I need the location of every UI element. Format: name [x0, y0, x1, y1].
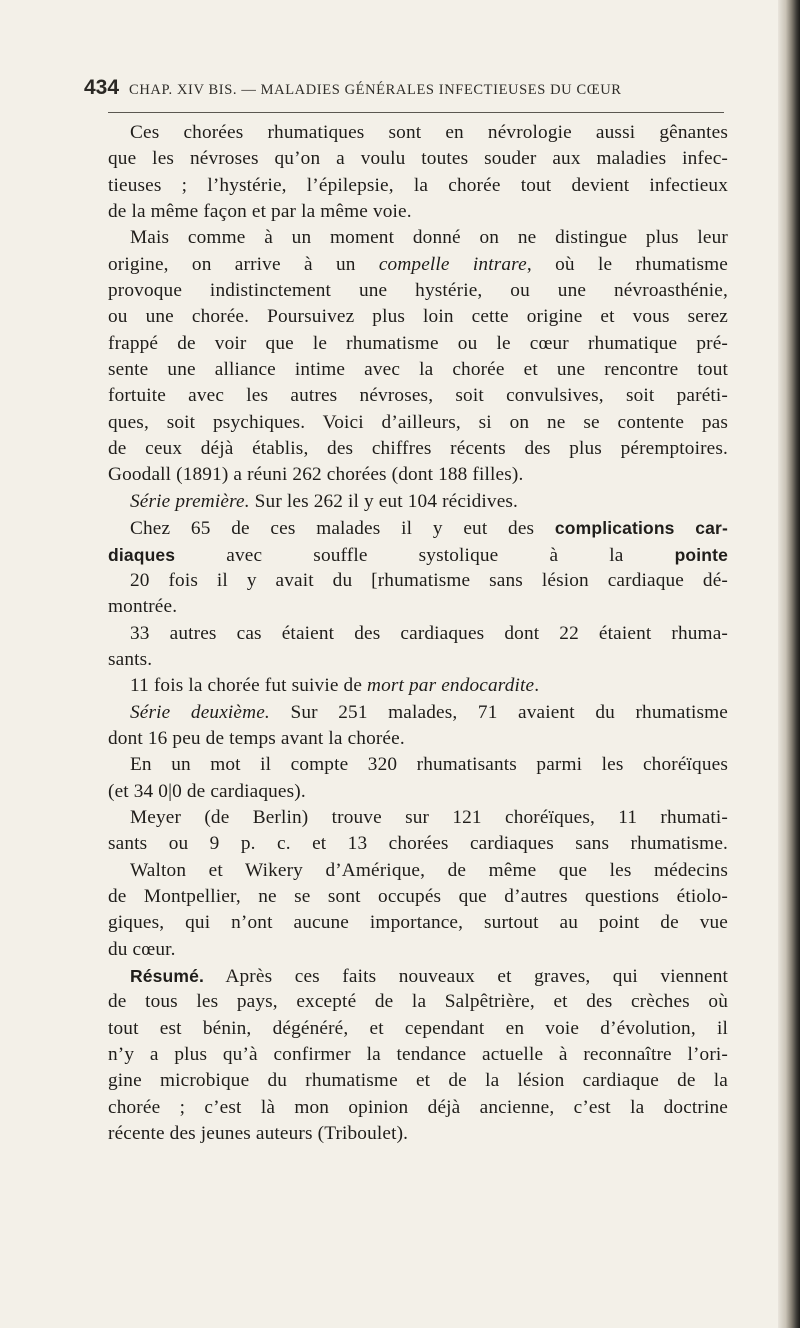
text-run: avec souffle systolique à la — [175, 544, 675, 566]
text-line: Goodall (1891) a réuni 262 chorées (dont 188 filles). — [108, 464, 524, 486]
italic-run: Série deuxième. — [130, 701, 270, 723]
bold-run: Résumé. — [130, 966, 204, 986]
bold-run: complications car- — [554, 518, 728, 539]
text-run: Chez 65 de ces malades il y eut des — [130, 518, 555, 540]
bold-run: pointe — [674, 544, 728, 565]
text-line — [108, 489, 728, 515]
page-binding-edge — [778, 0, 800, 1328]
text-line — [108, 542, 728, 568]
text-line: tout est bénin, dégénéré, et cependant en voie d’évolution, il — [108, 1017, 728, 1039]
text-line: dont 16 peu de temps avant la chorée. — [108, 727, 405, 749]
text-line — [108, 515, 728, 541]
italic-run: mort par endocardite — [367, 675, 535, 697]
text-line — [108, 252, 728, 278]
text-line: n’y a plus qu’à confirmer la tendance actuelle à reconnaître l’ori- — [108, 1044, 728, 1066]
text-line: tieuses ; l’hystérie, l’épilepsie, la chorée tout devient infectieux — [108, 174, 728, 196]
text-run: 11 fois la chorée fut suivie de — [130, 675, 367, 697]
text-run: . — [534, 675, 540, 697]
text-run: origine, on arrive à un — [108, 253, 379, 275]
text-line: récente des jeunes auteurs (Triboulet). — [108, 1123, 409, 1145]
text-line: Walton et Wikery d’Amérique, de même que les médecins — [130, 859, 728, 881]
text-line: En un mot il compte 320 rhumatisants parmi les choréïques — [130, 754, 728, 776]
text-line: que les névroses qu’on a voulu toutes souder aux maladies infec- — [108, 148, 728, 170]
italic-run: Série première. — [130, 490, 250, 512]
text-line: ques, soit psychiques. Voici d’ailleurs, si on ne se contente pas — [108, 411, 728, 433]
text-line: gine microbique du rhumatisme et de la lésion cardiaque de la — [108, 1070, 728, 1092]
text-line: Meyer (de Berlin) trouve sur 121 choréïques, 11 rhumati- — [130, 806, 728, 828]
text-line: de ceux déjà établis, des chiffres récents des plus péremptoires. — [108, 438, 728, 460]
text-run: Sur les 262 il y eut 104 récidives. — [249, 490, 519, 512]
text-line: Ces chorées rhumatiques sont en névrologie aussi gênantes — [130, 122, 728, 143]
page-header — [84, 76, 774, 106]
text-line: de Montpellier, ne se sont occupés que d’autres questions étiolo- — [108, 885, 728, 907]
text-line: montrée. — [108, 596, 178, 618]
text-line: 33 autres cas étaient des cardiaques dont 22 étaient rhuma- — [130, 622, 728, 644]
text-line: sants. — [108, 648, 153, 670]
text-line: giques, qui n’ont aucune importance, surtout au point de vue — [108, 912, 728, 934]
text-line — [108, 963, 728, 989]
text-line: frappé de voir que le rhumatisme ou le cœur rhumatique pré- — [108, 332, 728, 354]
italic-run: compelle intrare — [378, 253, 527, 275]
text-line: sants ou 9 p. c. et 13 chorées cardiaques sans rhumatisme. — [108, 833, 728, 855]
text-run: Après ces faits nouveaux et graves, qui viennent — [204, 966, 728, 987]
text-line: (et 34 0|0 de cardiaques). — [108, 780, 306, 802]
text-line — [108, 673, 728, 699]
text-line: Mais comme à un moment donné on ne distingue plus leur — [130, 227, 728, 249]
text-line: de tous les pays, excepté de la Salpêtrière, et des crèches où — [108, 991, 728, 1013]
text-line: de la même façon et par la même voie. — [108, 201, 412, 223]
text-line: ou une chorée. Poursuivez plus loin cette origine et vous serez — [108, 306, 728, 328]
text-line: provoque indistinctement une hystérie, ou une névroasthénie, — [108, 280, 728, 302]
running-head: CHAP. XIV BIS. — MALADIES GÉNÉRALES INFECTIEUSES DU CŒUR — [129, 82, 622, 98]
text-line: sente une alliance intime avec la chorée et une rencontre tout — [108, 359, 728, 381]
text-line: fortuite avec les autres névroses, soit convulsives, soit paréti- — [108, 385, 728, 407]
text-line: du cœur. — [108, 938, 176, 960]
page-number: 434 — [84, 76, 120, 99]
text-line: chorée ; c’est là mon opinion déjà ancienne, c’est la doctrine — [108, 1096, 728, 1118]
header-rule — [108, 112, 724, 113]
text-line — [108, 700, 728, 726]
text-run: , où le rhumatisme — [526, 253, 728, 275]
text-line: 20 fois il y avait du [rhumatisme sans lésion cardiaque dé- — [130, 569, 728, 591]
body-text — [108, 120, 728, 1147]
bold-run: diaques — [108, 544, 176, 565]
text-run: Sur 251 malades, 71 avaient du rhumatisme — [269, 701, 728, 723]
